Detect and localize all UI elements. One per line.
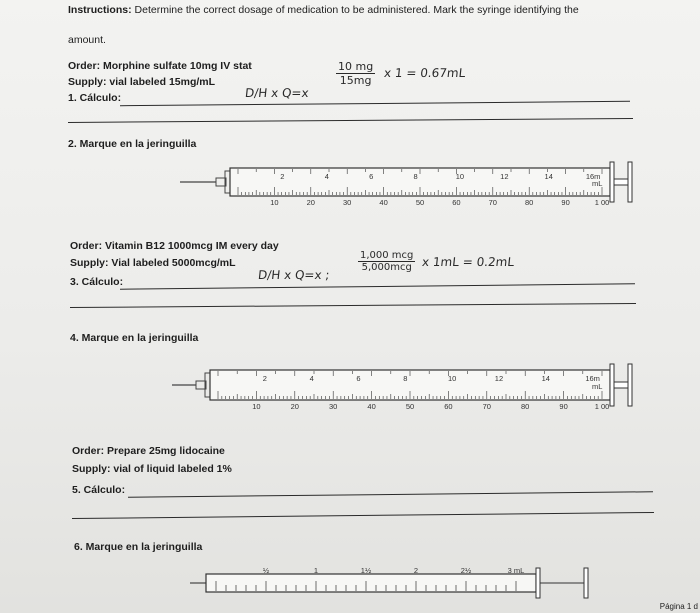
- problem5-calc-label: 5. Cálculo:: [72, 484, 126, 496]
- answer-line: [72, 512, 654, 519]
- top-scale-label: 1: [313, 566, 319, 575]
- top-scale-label: 1½: [360, 566, 372, 575]
- syringe-flange: [536, 568, 540, 598]
- problem5-supply: Supply: vial of liquid labeled 1%: [72, 463, 232, 475]
- problem1-order: Order: Morphine sulfate 10mg IV stat: [68, 60, 252, 72]
- bottom-scale-label: 70: [488, 198, 497, 207]
- top-scale-label: 2: [280, 172, 285, 181]
- plunger-thumb: [628, 162, 632, 202]
- top-scale-label: 12: [500, 172, 509, 181]
- bottom-scale-label: 10: [270, 198, 279, 207]
- bottom-scale-label: 90: [559, 402, 568, 411]
- problem1-supply: Supply: vial labeled 15mg/mL: [68, 76, 216, 88]
- bottom-scale-label: 30: [329, 402, 338, 411]
- top-scale-label: 8: [413, 172, 418, 181]
- problem3-order: Order: Vitamin B12 1000mcg IM every day: [70, 240, 279, 252]
- bottom-scale-label: 1 00: [594, 402, 610, 411]
- problem1-result: x 1 = 0.67mL: [383, 66, 467, 80]
- problem3-fraction-den: 5,000mcg: [361, 262, 412, 273]
- answer-line: [70, 303, 636, 308]
- bottom-scale-label: 90: [561, 198, 570, 207]
- problem1-formula: D/H x Q=x: [244, 86, 310, 100]
- instructions-line-1: Instructions: Determine the correct dosage of medication to be administered. Mark the syringe identifying the: [68, 4, 579, 16]
- top-scale-label: 10: [447, 374, 457, 383]
- answer-line: [120, 283, 635, 289]
- syringe-3[interactable]: [190, 560, 610, 600]
- bottom-scale-label: 60: [452, 198, 461, 207]
- bottom-scale-label: 40: [379, 198, 388, 207]
- plunger-thumb: [584, 568, 588, 598]
- top-scale-label: 16m: [585, 374, 600, 383]
- syringe-flange: [610, 364, 614, 406]
- problem1-fraction-num: 10 mg: [338, 60, 374, 73]
- top-scale-label: 2: [413, 566, 419, 575]
- answer-line: [128, 491, 653, 497]
- problem3-fraction: [358, 250, 415, 273]
- problem3-fraction-num: 1,000 mcg: [360, 250, 414, 261]
- top-scale-label: 6: [369, 172, 374, 181]
- top-scale-label: 14: [541, 374, 550, 383]
- syringe-2[interactable]: [172, 352, 642, 414]
- top-scale-label: 6: [356, 374, 361, 383]
- bottom-scale-label: 10: [252, 402, 261, 411]
- problem6-label: 6. Marque en la jeringuilla: [74, 541, 203, 553]
- top-scale-label: ½: [262, 566, 270, 575]
- problem2-label: 2. Marque en la jeringuilla: [68, 138, 197, 150]
- plunger-thumb: [628, 364, 632, 406]
- problem3-supply: Supply: Vial labeled 5000mcg/mL: [70, 257, 236, 269]
- unit-label: mL: [592, 382, 603, 391]
- problem1-calc-label: 1. Cálculo:: [68, 92, 122, 104]
- top-scale-label: 16m: [585, 172, 601, 181]
- problem4-label: 4. Marque en la jeringuilla: [70, 332, 199, 344]
- answer-line: [68, 118, 633, 123]
- bottom-scale-label: 80: [521, 402, 530, 411]
- plunger-rod: [614, 382, 628, 388]
- top-scale-label: 14: [544, 172, 553, 181]
- bottom-scale-label: 60: [444, 402, 453, 411]
- problem5-order: Order: Prepare 25mg lidocaine: [72, 445, 225, 457]
- bottom-scale-label: 20: [290, 402, 299, 411]
- top-scale-label: 2½: [460, 566, 472, 575]
- top-scale-label: 10: [455, 172, 465, 181]
- page-number: Página 1 d: [659, 602, 698, 611]
- top-scale-label: 4: [324, 172, 329, 181]
- problem1-fraction: [336, 60, 375, 87]
- top-scale-label: 8: [403, 374, 408, 383]
- unit-label: mL: [592, 179, 603, 188]
- bottom-scale-label: 1 00: [594, 198, 610, 207]
- instructions-line-2: amount.: [68, 34, 106, 46]
- problem3-formula: D/H x Q=x ;: [257, 268, 331, 282]
- problem3-calc-label: 3. Cálculo:: [70, 276, 124, 288]
- top-scale-label: 2: [262, 374, 267, 383]
- bottom-scale-label: 50: [405, 402, 415, 411]
- problem3-result: x 1mL = 0.2mL: [421, 255, 515, 269]
- bottom-scale-label: 30: [343, 198, 352, 207]
- answer-line: [120, 101, 630, 106]
- bottom-scale-label: 40: [367, 402, 376, 411]
- syringe-1[interactable]: [180, 150, 640, 210]
- bottom-scale-label: 70: [482, 402, 491, 411]
- bottom-scale-label: 80: [525, 198, 534, 207]
- syringe-flange: [610, 162, 614, 202]
- bottom-scale-label: 20: [306, 198, 315, 207]
- problem1-fraction-den: 15mg: [339, 74, 372, 87]
- top-scale-label: 12: [494, 374, 504, 383]
- top-scale-label: 3 mL: [507, 566, 525, 575]
- top-scale-label: 4: [309, 374, 314, 383]
- plunger-rod: [614, 179, 628, 185]
- syringe-barrel: [206, 574, 536, 592]
- bottom-scale-label: 50: [415, 198, 425, 207]
